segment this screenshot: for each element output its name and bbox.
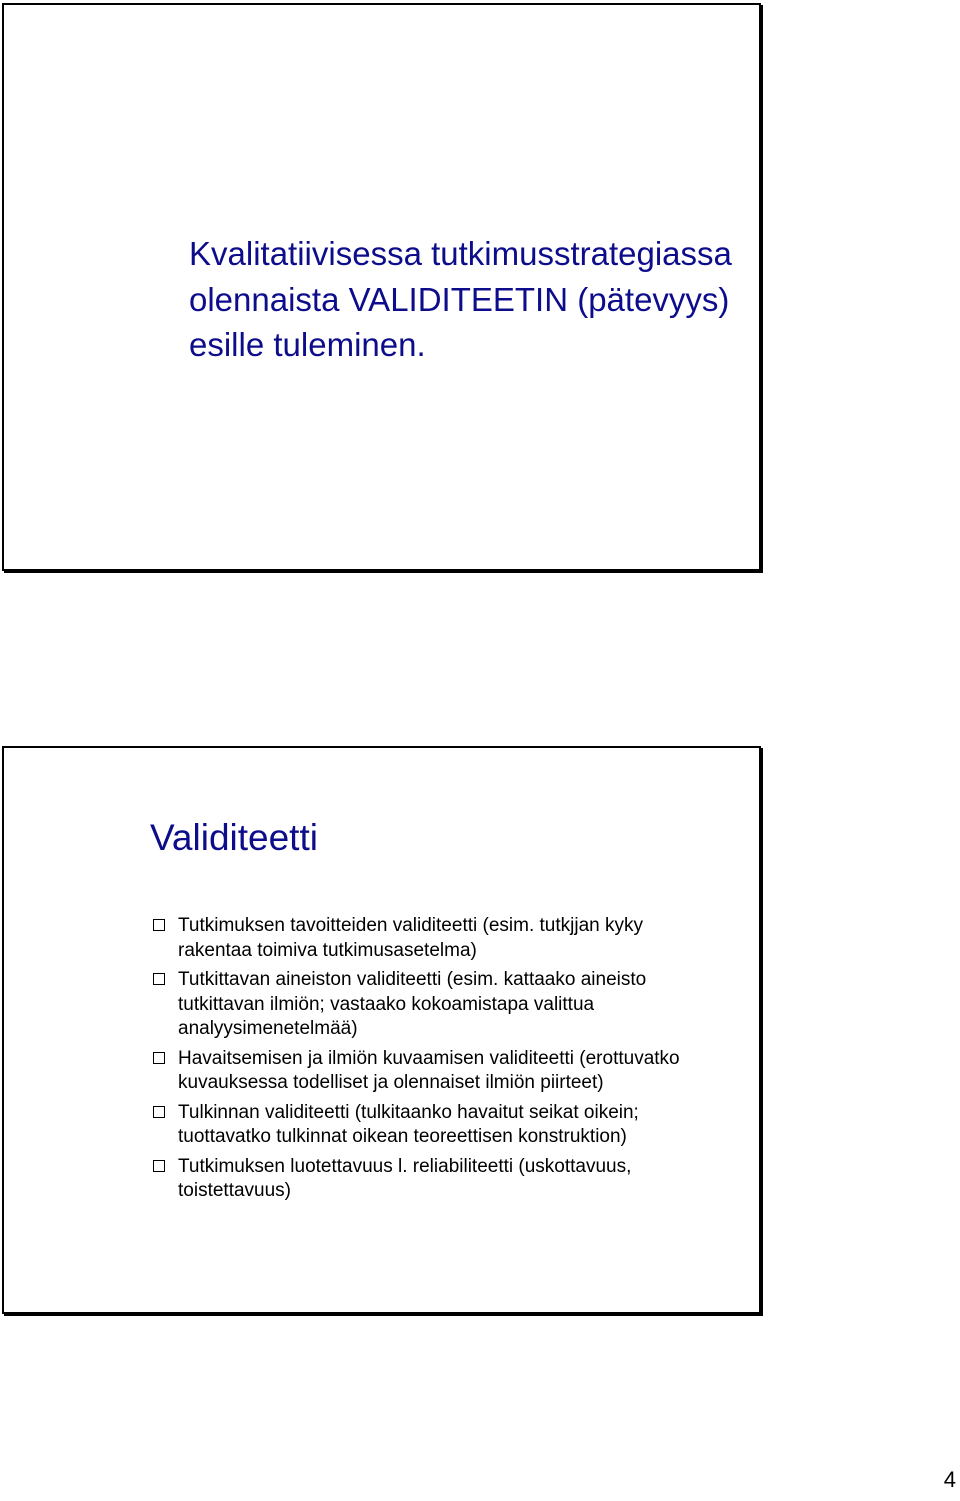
slide-2	[2, 746, 761, 1314]
bullet-text: Tutkimuksen tavoitteiden validiteetti (esim. tutkjjan kyky rakentaa toimiva tutkimusasetelma)	[178, 915, 643, 961]
slide-2-title: Validiteetti	[150, 817, 318, 858]
slide-1	[2, 3, 761, 571]
slide-1-title: Kvalitatiivisessa tutkimusstrategiassa olennaista VALIDITEETIN (pätevyys) esille tuleminen.	[189, 235, 732, 363]
bullet-item-data-validity	[150, 968, 710, 1042]
page-number: 4	[943, 1467, 956, 1492]
hollow-square-bullet-icon	[153, 919, 165, 931]
bullet-item-reliability	[150, 1155, 710, 1204]
bullet-text: Havaitsemisen ja ilmiön kuvaamisen validiteetti (erottuvatko kuvauksessa todelliset ja olennaiset ilmiön piirteet)	[178, 1047, 680, 1093]
hollow-square-bullet-icon	[153, 973, 165, 985]
bullet-text: Tutkittavan aineiston validiteetti (esim. kattaako aineisto tutkittavan ilmiön; vastaako kokoamistapa valittua analyysimenetelmää)	[178, 969, 647, 1039]
bullet-text: Tulkinnan validiteetti (tulkitaanko havaitut seikat oikein; tuottavatko tulkinnat oikean teoreettisen konstruktion)	[178, 1101, 639, 1147]
bullet-item-observation-validity	[150, 1047, 710, 1096]
bullet-item-interpretation-validity	[150, 1101, 710, 1150]
bullet-text: Tutkimuksen luotettavuus l. reliabiliteetti (uskottavuus, toistettavuus)	[178, 1155, 632, 1201]
hollow-square-bullet-icon	[153, 1052, 165, 1064]
bullet-list	[150, 914, 710, 1209]
hollow-square-bullet-icon	[153, 1106, 165, 1118]
hollow-square-bullet-icon	[153, 1160, 165, 1172]
bullet-item-goals-validity	[150, 914, 710, 963]
